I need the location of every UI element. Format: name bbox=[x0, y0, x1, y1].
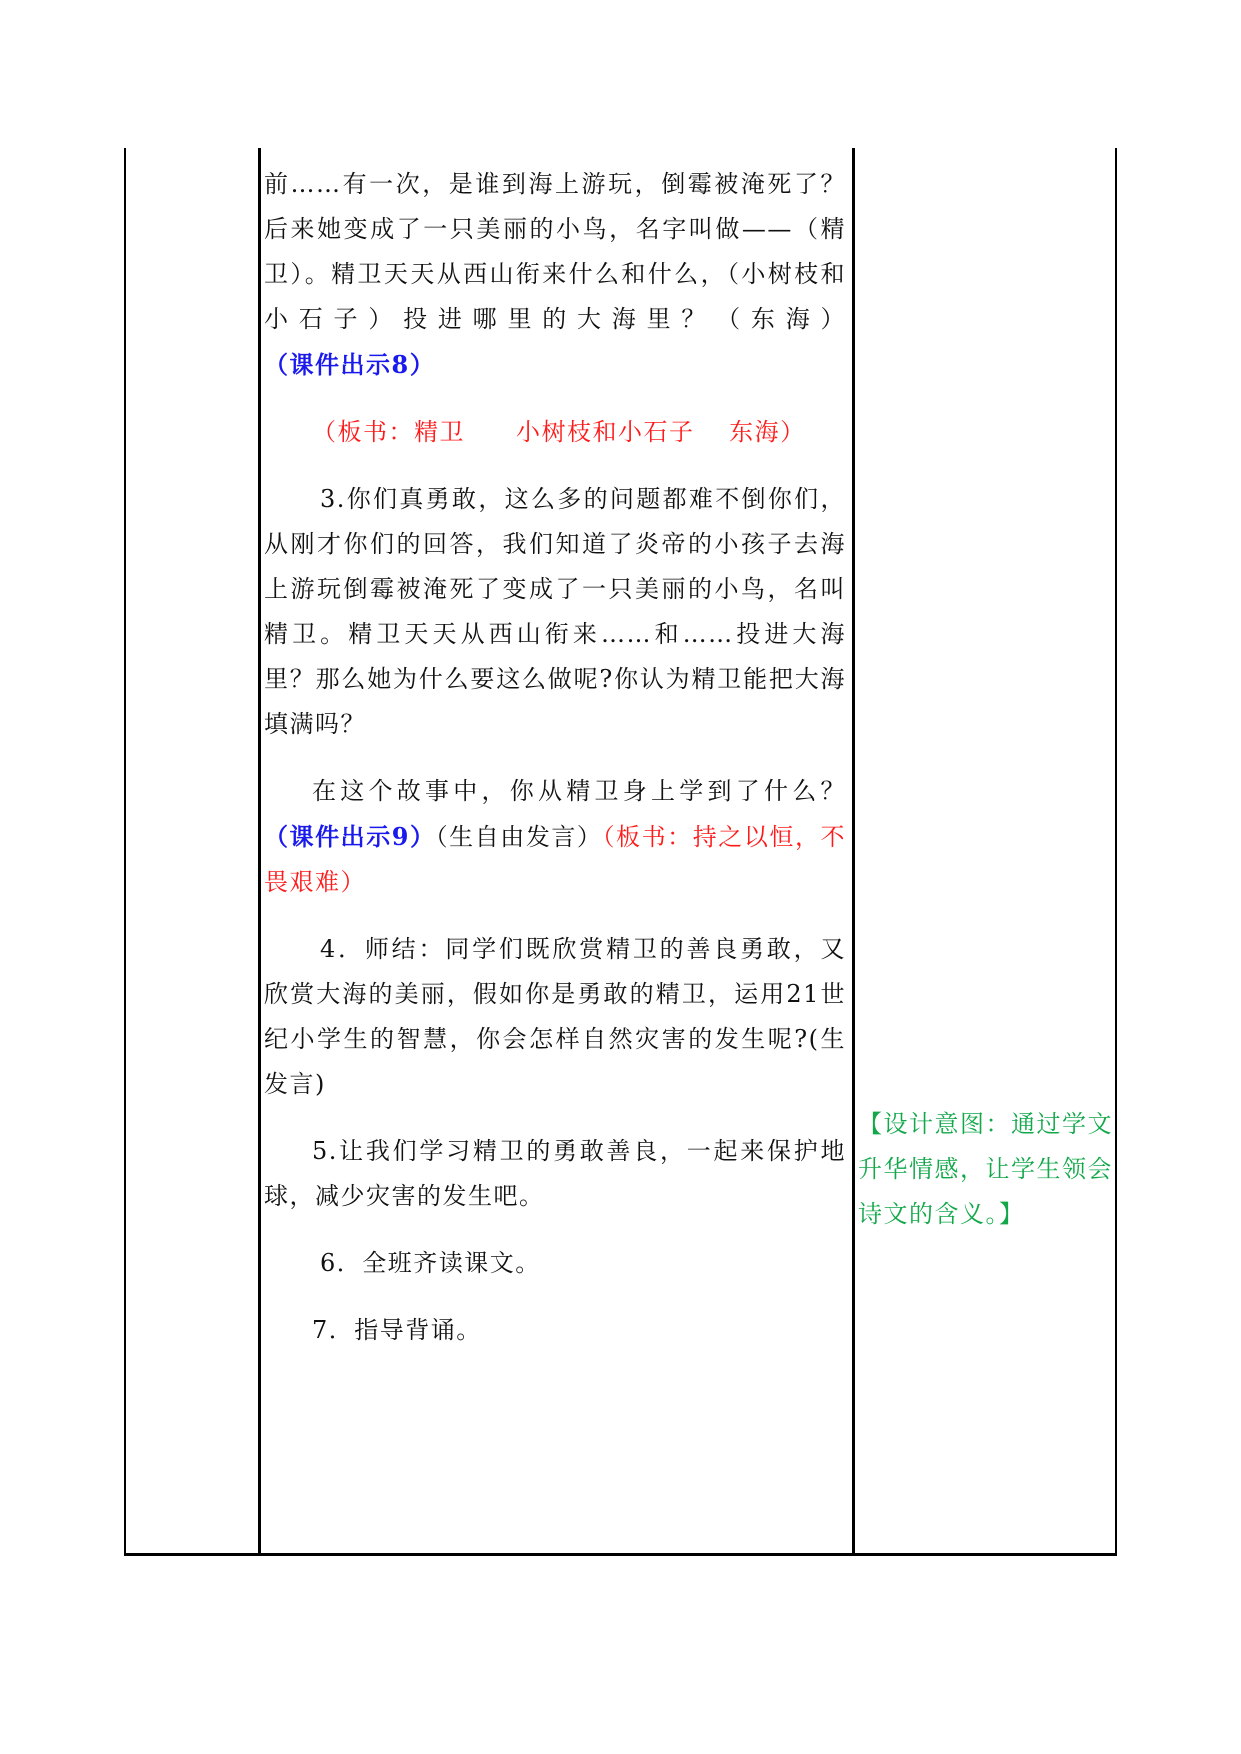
blackboard-note-1: （板书：精卫 小树枝和小石子 东海） bbox=[312, 418, 806, 446]
teaching-process-column bbox=[264, 148, 846, 1553]
blackboard-note-2: （板书：持之以恒，不畏艰难） bbox=[264, 823, 847, 896]
design-intent-note: 【设计意图：通过学文升华情感，让学生领会诗文的含义。】 bbox=[858, 1110, 1113, 1228]
paragraph-step-4: 4．师结：同学们既欣赏精卫的善良勇敢，又欣赏大海的美丽，假如你是勇敢的精卫，运用21世纪小学生的智慧，你会怎样自然灾害的发生呢?(生发言) bbox=[264, 935, 846, 1098]
student-response-label: （生自由发言） bbox=[435, 823, 603, 851]
courseware-9-label: （课件出示9） bbox=[264, 822, 436, 851]
lesson-table bbox=[124, 148, 1117, 1556]
story-questions-text: 前……有一次，是谁到海上游玩，倒霉被淹死了？后来她变成了一只美丽的小鸟，名字叫做——（精卫）。精卫天天从西山衔来什么和什么，（小树枝和小石子）投进哪里的大海里？（东海） bbox=[264, 170, 846, 333]
paragraph-step-7: 7．指导背诵。 bbox=[312, 1316, 482, 1344]
paragraph-story-lesson bbox=[264, 769, 846, 905]
column-divider-2 bbox=[852, 148, 855, 1553]
courseware-8-label: （课件出示8） bbox=[264, 350, 436, 379]
paragraph-step-3: 3.你们真勇敢，这么多的问题都难不倒你们，从刚才你们的回答，我们知道了炎帝的小孩子去海上游玩倒霉被淹死了变成了一只美丽的小鸟，名叫精卫。精卫天天从西山衔来……和……投进大海里？那么她为什么要这么做呢?你认为精卫能把大海填满吗？ bbox=[264, 485, 846, 738]
paragraph-story-questions bbox=[264, 162, 846, 388]
column-divider-1 bbox=[258, 148, 261, 1553]
paragraph-step-5: 5.让我们学习精卫的勇敢善良，一起来保护地球，减少灾害的发生吧。 bbox=[264, 1137, 846, 1210]
paragraph-step-6: 6．全班齐读课文。 bbox=[320, 1249, 541, 1277]
story-lesson-text: 在这个故事中，你从精卫身上学到了什么？ bbox=[312, 777, 846, 805]
design-notes-column bbox=[858, 148, 1113, 1553]
